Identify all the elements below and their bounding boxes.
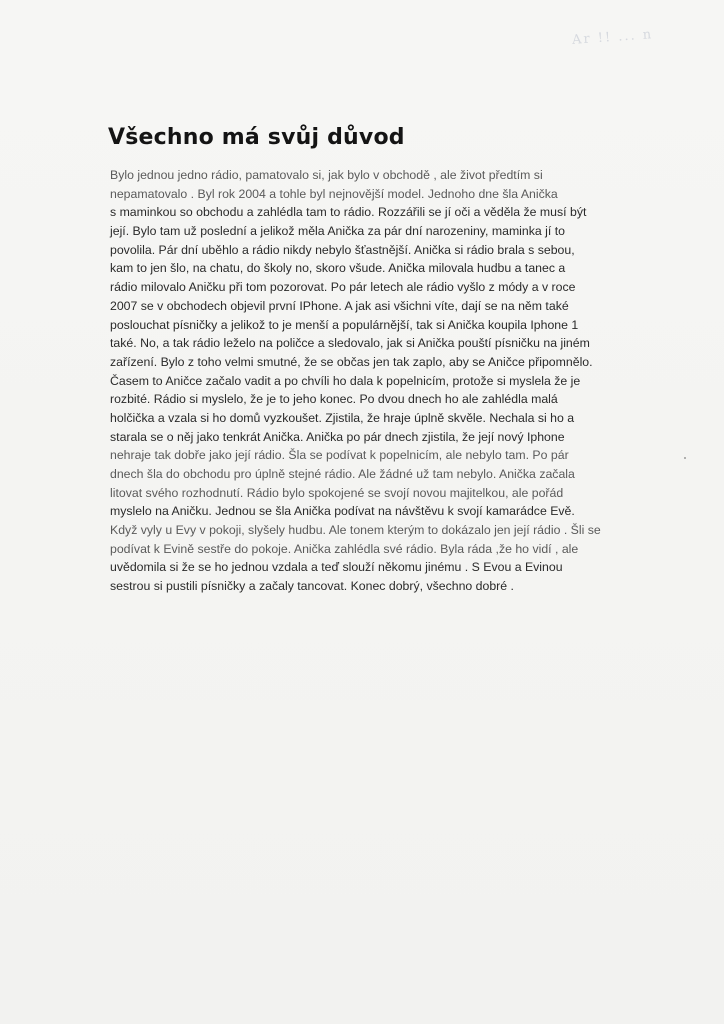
text-line: Bylo jednou jedno rádio, pamatovalo si, jak bylo v obchodě , ale život předtím si [110, 168, 543, 182]
text-line: starala se o něj jako tenkrát Anička. Anička po pár dnech zjistila, že její nový Iphone [110, 429, 565, 444]
text-line: podívat k Evině sestře do pokoje. Anička zahlédla své rádio. Byla ráda ,že ho vidí , ale [110, 541, 579, 556]
text-line: poslouchat písničky a jelikož to je menší a populárnější, tak si Anička koupila Iphone 1 [110, 317, 579, 332]
text-line: rozbité. Rádio si myslelo, že je to jeho konec. Po dvou dnech ho ale zahlédla malá [110, 392, 558, 407]
text-line: holčička a vzala si ho domů vyzkoušet. Zjistila, že hraje úplně skvěle. Nechala si ho a [110, 410, 575, 425]
text-line: dnech šla do obchodu pro úplně stejné rádio. Ale žádné už tam nebylo. Anička začala [110, 467, 575, 481]
text-line: s maminkou so obchodu a zahlédla tam to rádio. Rozzářili se jí oči a věděla že musí být [110, 205, 587, 220]
text-line: 2007 se v obchodech objevil první IPhone. A jak asi všichni víte, dají se na něm také [110, 298, 569, 313]
text-line: také. No, a tak rádio leželo na poličce a sledovalo, jak si Anička pouští písničku na jiném [110, 336, 590, 351]
story-body [110, 166, 630, 596]
text-line: Časem to Aničce začalo vadit a po chvíli ho dala k popelnicím, protože si myslela že je [110, 373, 581, 388]
text-line: Když vyly u Evy v pokoji, slyšely hudbu. Ale tonem kterým to dokázalo jen její rádio . Šli se [110, 523, 601, 538]
text-line: kam to jen šlo, na chatu, do školy no, skoro všude. Anička milovala hudbu a tanec a [110, 261, 566, 276]
text-line: zařízení. Bylo z toho velmi smutné, že se občas jen tak zaplo, aby se Aničce připomnělo. [110, 354, 593, 369]
text-line: její. Bylo tam už poslední a jelikož měla Anička za pár dní narozeniny, maminka jí to [110, 224, 565, 239]
text-line: sestrou si pustili písničky a začaly tancovat. Konec dobrý, všechno dobré . [110, 579, 514, 594]
margin-dot [684, 457, 686, 459]
text-line: nepamatovalo . Byl rok 2004 a tohle byl nejnovější model. Jednoho dne šla Anička [110, 186, 558, 201]
text-line: nehraje tak dobře jako její rádio. Šla se podívat k popelnicím, ale nebylo tam. Po pár [110, 448, 569, 463]
text-line: myslelo na Aničku. Jednou se šla Anička podívat na návštěvu k svojí kamarádce Evě. [110, 504, 575, 519]
document-title: Všechno má svůj důvod [108, 125, 405, 150]
text-line: rádio milovalo Aničku při tom pozorovat. Po pár letech ale rádio vyšlo z módy a v roce [110, 280, 576, 295]
text-line: litovat svého rozhodnutí. Rádio bylo spokojené se svojí novou majitelkou, ale pořád [110, 485, 564, 500]
text-line: uvědomila si že se ho jednou vzdala a teď slouží někomu jinému . S Evou a Evinou [110, 560, 563, 575]
text-line: povolila. Pár dní uběhlo a rádio nikdy nebylo šťastnější. Anička si rádio brala s sebou, [110, 242, 575, 257]
faint-handwritten-mark: Ar !! ... n [571, 27, 654, 48]
